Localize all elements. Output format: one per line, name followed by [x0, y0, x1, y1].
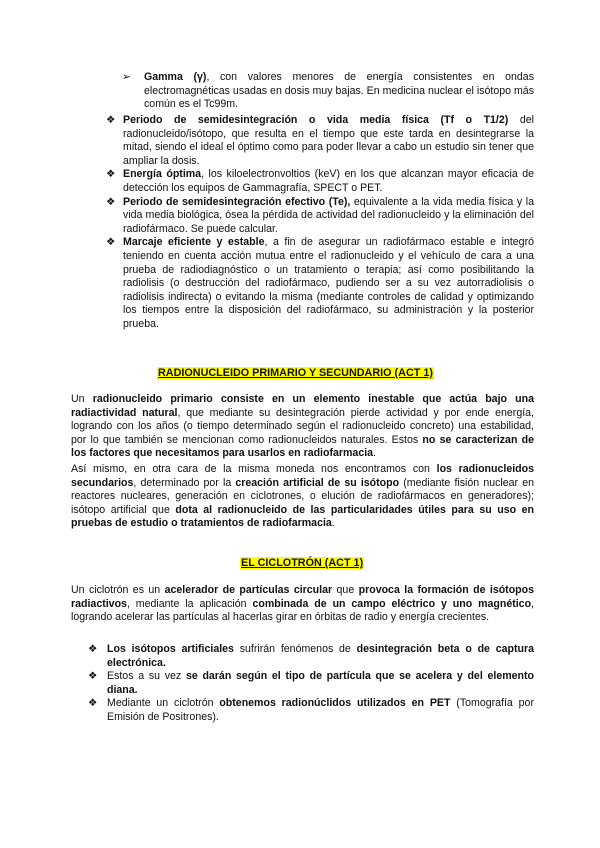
- diamond-bullet-icon: ❖: [88, 670, 98, 683]
- diamond-bullet-icon: ❖: [88, 697, 98, 710]
- list-item: ❖ Los isótopos artificiales sufrirán fenómenos de desintegración beta o de captura electrónica.: [88, 643, 534, 669]
- section-heading-radionucleido: RADIONUCLEIDO PRIMARIO Y SECUNDARIO (ACT 1): [158, 367, 433, 379]
- diamond-bullet-icon: ❖: [106, 168, 116, 181]
- diamond-bullet-icon: ❖: [106, 114, 116, 126]
- list-item: ❖ Periodo de semidesintegración o vida media física (Tf o T1/2) del radionucleido/isótopo, que resulta en el tiempo que este tarda en desintegrarse la mitad, siendo el ideal el óptimo como para poder llevar a cabo un estudio sin tener que ampliar la dosis.: [106, 114, 534, 167]
- sub-list-item-gamma: [122, 71, 534, 112]
- arrow-bullet-icon: ➢: [122, 71, 131, 83]
- sub-item-text: Gamma (γ), con valores menores de energía consistentes en ondas electromagnéticas usadas en dosis muy bajas. En medicina nuclear el isótopo más común es el Tc99m.: [144, 71, 534, 111]
- diamond-bullet-icon: ❖: [106, 236, 116, 249]
- list-item: ❖ Marcaje eficiente y estable, a fin de asegurar un radiofármaco estable e integró teniendo en cuenta acción mutua entre el radionucleido y el vehículo de cara a una prueba de radiodiagnóstico o un tratamiento o terapia; así como posibilitando la radiolisis (o destrucción del radiofármaco, pudiendo ser a su vez autorradiolisis o radiolisis indirecta) o evitando la misma (mediante controles de calidad y optimizando los tiempos entre la disposición del radiofármaco, su administración y la posterior prueba.: [106, 236, 534, 330]
- list-item: ❖ Mediante un ciclotrón obtenemos radionúclidos utilizados en PET (Tomografía por Emisión de Positrones).: [88, 697, 534, 723]
- list-item: ❖ Energía óptima, los kiloelectronvoltios (keV) en los que alcanzan mayor eficacia de detección los equipos de Gammagrafía, SPECT o PET.: [106, 168, 534, 194]
- list-item: ❖ Periodo de semidesintegración efectivo (Te), equivalente a la vida media física y la vida media biológica, ósea la pérdida de actividad del radionucleido y la eliminación del radiofármaco. Se puede calcular.: [106, 195, 534, 235]
- diamond-bullet-icon: ❖: [106, 195, 116, 208]
- paragraph-ciclotron: Un ciclotrón es un acelerador de partículas circular que provoca la formación de isótopos radiactivos, mediante la aplicación combinada de un campo eléctrico y uno magnético, logrando acelerar las partículas al hacerlas girar en órbitas de radio y energía crecientes.: [71, 584, 535, 624]
- diamond-bullet-icon: ❖: [88, 643, 98, 655]
- list-item: ❖ Estos a su vez se darán según el tipo de partícula que se acelera y del elemento diana.: [88, 670, 534, 696]
- bullet-list-top: [106, 114, 534, 332]
- paragraph-radionucleido-secundario: Así mismo, en otra cara de la misma moneda nos encontramos con los radionucleidos secundarios, determinado por la creación artificial de su isótopo (mediante fisión nuclear en reactores nucleares, generación en ciclotrones, o elución de radiofármacos en generadores); isótopo artificial que dota al radionucleido de las particularidades útiles para su uso en pruebas de estudio o tratamientos de radiofarmacia.: [71, 463, 534, 530]
- paragraph-radionucleido-primario: Un radionucleido primario consiste en un elemento inestable que actúa bajo una radiactividad natural, que mediante su desintegración pierde actividad y por ende energía, logrando con los años (o tiempo determinado según el radionucleido concreto) una estabilidad, por lo que también se mencionan como radionucleidos naturales. Estos no se caracterizan de los factores que necesitamos para usarlos en radiofarmacia.: [71, 393, 534, 460]
- bullet-list-bottom: [88, 643, 534, 725]
- section-heading-ciclotron: EL CICLOTRÓN (ACT 1): [241, 557, 364, 569]
